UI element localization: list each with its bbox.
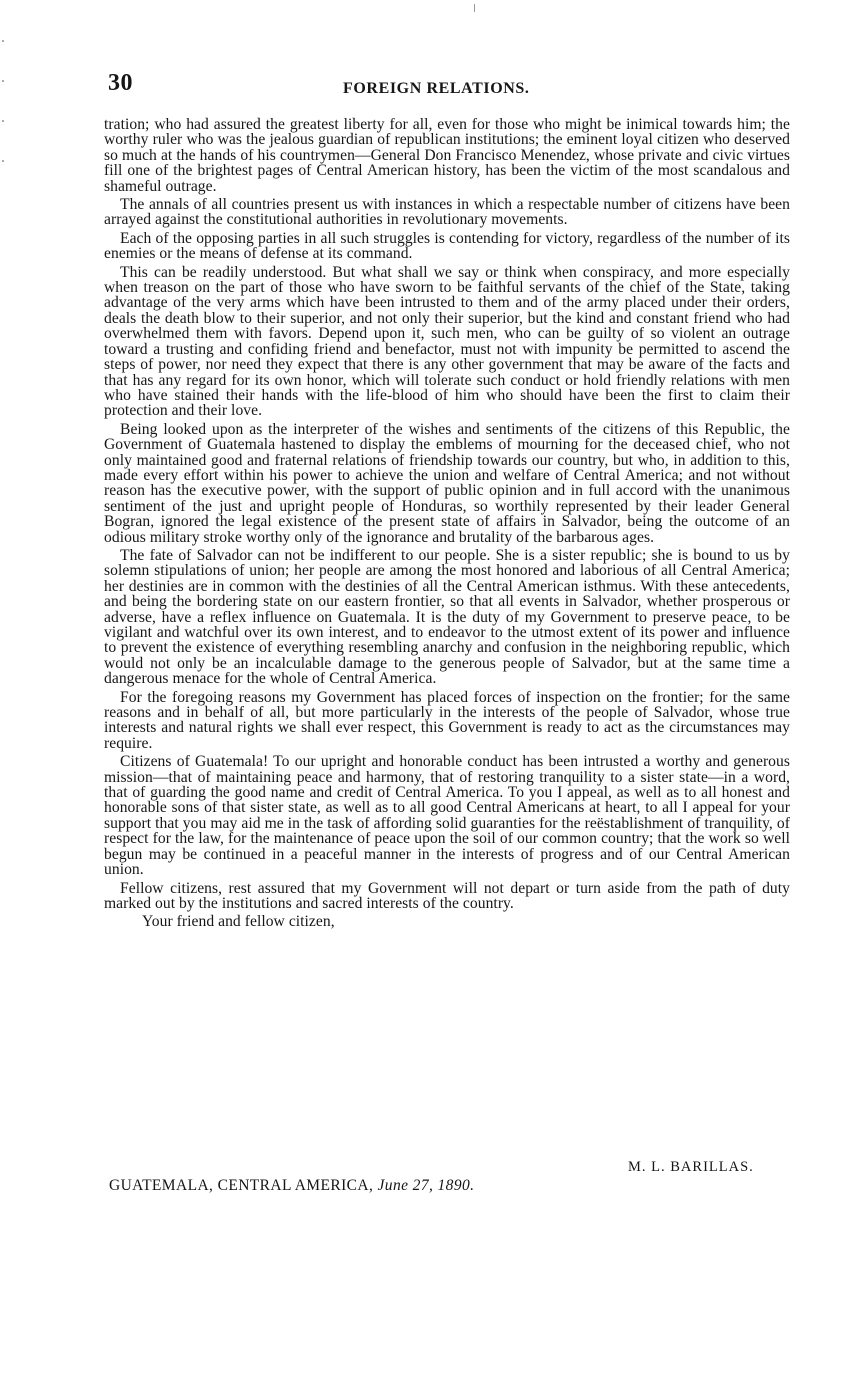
running-title: FOREIGN RELATIONS. [343, 80, 530, 97]
scan-artifact-dot [2, 80, 4, 82]
page-number: 30 [108, 70, 133, 96]
paragraph: The annals of all countries present us with instances in which a respectable number of citizens have been arrayed against the constitutional authorities in revolutionary movements. [104, 196, 790, 229]
place-date-line [109, 1177, 474, 1195]
paragraph: Being looked upon as the interpreter of the wishes and sentiments of the citizens of this Republic, the Government of Guatemala hastened to display the emblems of mourning for the deceased chief, who not only maintained good and fraternal relations of friendship towards our country, but who, in addition to this, made every effort within his power to achieve the union and welfare of Central America; and not without reason has the executive power, with the support of public opinion and in full accord with the unanimous sentiment of the just and upright people of Honduras, so worthily represented by their leader General Bogran, ignored the legal existence of the present state of affairs in Salvador, being the outcome of an odious military stroke worthy only of the ignorance and brutality of the barbarous ages. [104, 420, 790, 546]
scan-artifact-dot [2, 120, 4, 122]
paragraph: Fellow citizens, rest assured that my Government will not depart or turn aside from the path of duty marked out by the institutions and sacred interests of the country. [104, 879, 790, 912]
page-header [108, 70, 788, 100]
scan-artifact-dot [2, 40, 4, 42]
scan-artifact-dot [2, 160, 4, 162]
paragraph: Each of the opposing parties in all such struggles is contending for victory, regardless of the number of its enemies or the means of defense at its command. [104, 229, 790, 263]
paragraph: This can be readily understood. But what shall we say or think when conspiracy, and more especially when treason on the part of those who have sworn to be faithful servants of the chief of the State, taking advantage of the very arms which have been intrusted to them and of the army placed under their orders, deals the death blow to their superior, and not only their superior, but the kind and constant friend who had overwhelmed them with favors. Depend upon it, such men, who can be guilty of so violent an outrage toward a trusting and confiding friend and benefactor, must not with impunity be permitted to ascend the steps of power, nor need they expect that there is any other government that may be aware of the facts and that has any regard for its own honor, which will tolerate such conduct or hold friendly relations with men who have stained their hands with the life-blood of him who should have been the first to claim their protection and their love. [104, 263, 790, 420]
paragraph: For the foregoing reasons my Government has placed forces of inspection on the frontier; for the same reasons and in behalf of all, but more particularly in the interests of the people of Salvador, whose true interests and natural rights we shall ever respect, this Government is ready to act as the circumstances may require. [104, 688, 790, 752]
paragraph: Citizens of Guatemala! To our upright and honorable conduct has been intrusted a worthy and generous mission—that of maintaining peace and harmony, that of restoring tranquility to a sister state—in a word, that of guarding the good name and credit of Central America. To you I appeal, as well as to all honest and honorable sons of that sister state, as well as to all good Central Americans at heart, to all I appeal for your support that you may aid me in the task of affording solid guaranties for the reëstablishment of tranquility, of respect for the law, for the maintenance of peace upon the soil of our common country; that the work so well begun may be continued in a peaceful manner in the interests of progress and of our Central American union. [104, 753, 790, 879]
place: GUATEMALA, CENTRAL AMERICA, [109, 1177, 374, 1194]
paragraph: The fate of Salvador can not be indifferent to our people. She is a sister republic; she is bound to us by solemn stipulations of union; her people are among the most honored and laborious of all Central America; her destinies are in common with the destinies of all the Central American isthmus. With these antecedents, and being the bordering state on our eastern frontier, so that all events in Salvador, whether prosperous or adverse, have a reflex influence on Guatemala. It is the duty of my Government to preserve peace, to be vigilant and watchful over its own interest, and to endeavor to the utmost extent of its power and influence to prevent the existence of everything resembling anarchy and confusion in the neighboring republic, which would not only be an incalculable damage to the generous people of Salvador, but at the same time a dangerous menace for the whole of Central America. [104, 546, 790, 688]
scan-artifact-mark [474, 4, 475, 12]
body-text [104, 117, 790, 933]
closing-salutation: Your friend and fellow citizen, [142, 913, 335, 931]
signature: M. L. BARILLAS. [628, 1159, 754, 1175]
date: June 27, 1890. [377, 1177, 475, 1194]
paragraph-continuation: tration; who had assured the greatest liberty for all, even for those who might be inimical towards him; the worthy ruler who was the jealous guardian of republican institutions; the eminent loyal citizen who deserved so much at the hands of his countrymen—General Don Francisco Menendez, whose private and civic virtues fill one of the brightest pages of Central American history, has been the victim of the most scandalous and shameful outrage. [104, 116, 790, 195]
